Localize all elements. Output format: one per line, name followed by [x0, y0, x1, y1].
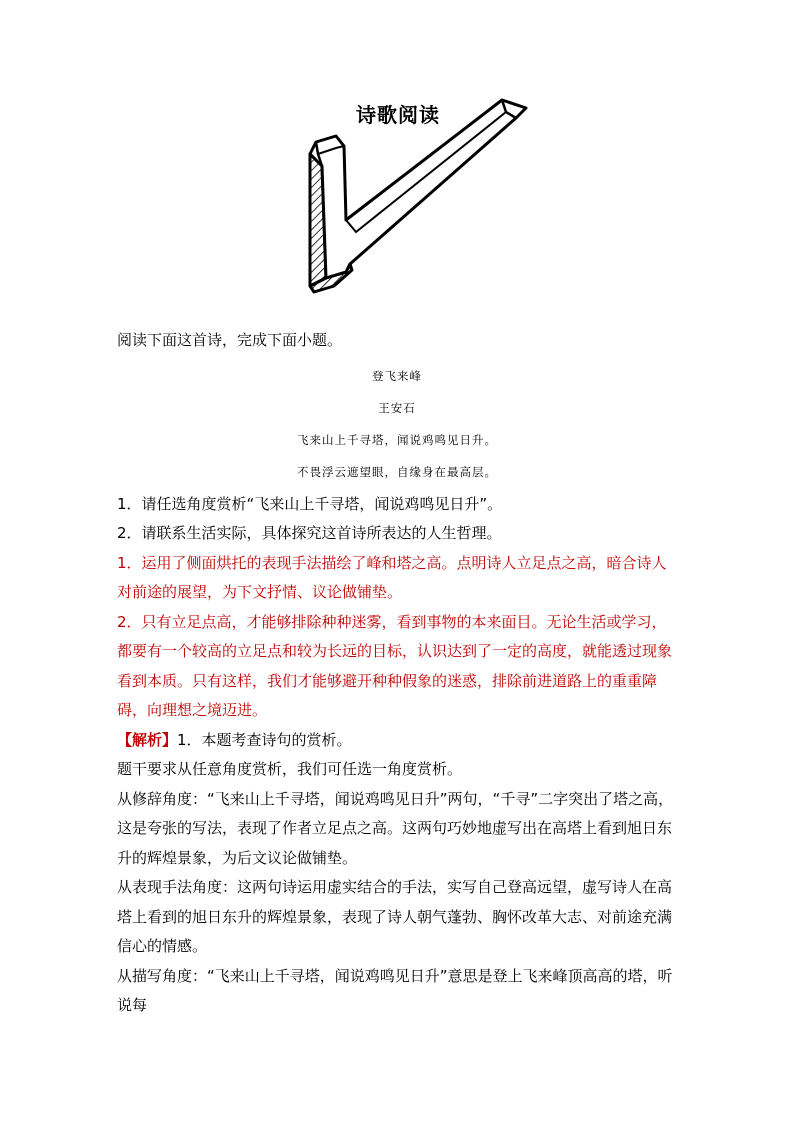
- instruction-text: 阅读下面这首诗，完成下面小题。: [117, 331, 343, 349]
- analysis-paragraph: 从描写角度：“飞来山上千寻塔，闻说鸡鸣见日升”意思是登上飞来峰顶高高的塔，听说每: [117, 966, 673, 1014]
- poem-title: 登飞来峰: [372, 368, 422, 383]
- analysis-paragraph: 从表现手法角度：这两句诗运用虚实结合的手法，实写自己登高远望，虚写诗人在高塔上看到的旭日东升的辉煌景象，表现了诗人朝气蓬勃、胸怀改革大志、对前途充满信心的情感。: [117, 878, 673, 955]
- poem: [117, 360, 677, 488]
- poem-author: 王安石: [378, 400, 416, 415]
- analysis-paragraph: 题干要求从任意角度赏析，我们可任选一角度赏析。: [117, 760, 463, 778]
- answer-1: 1．运用了侧面烘托的表现手法描绘了峰和塔之高。点明诗人立足点之高，暗合诗人对前途的展望，为下文抒情、议论做铺垫。: [117, 553, 667, 601]
- analysis-tag: 【解析】: [117, 730, 178, 749]
- question-1: 1．请任选角度赏析“飞来山上千寻塔，闻说鸡鸣见日升”。: [117, 494, 503, 513]
- analysis-heading: [117, 726, 677, 756]
- question-2: 2．请联系生活实际，具体探究这首诗所表达的人生哲理。: [117, 524, 502, 542]
- poem-line: 不畏浮云遮望眼，自缘身在最高层。: [297, 464, 497, 479]
- analysis-first-line: 1．本题考查诗句的赏析。: [177, 730, 352, 749]
- poem-line: 飞来山上千寻塔，闻说鸡鸣见日升。: [297, 432, 497, 447]
- page-title: 诗歌阅读: [356, 103, 440, 127]
- analysis-paragraph: 从修辞角度：“飞来山上千寻塔，闻说鸡鸣见日升”两句，“千寻”二字突出了塔之高，这是夸张的写法，表现了作者立足点之高。这两句巧妙地虚写出在高塔上看到旭日东升的辉煌景象，为后文议论做铺垫。: [117, 789, 674, 867]
- answer-2: 2．只有立足点高，才能够排除种种迷雾，看到事物的本来面目。无论生活或学习，都要有一个较高的立足点和较为长远的目标，认识达到了一定的高度，就能透过现象看到本质。只有这样，我们才能够避开种种假象的迷惑，排除前进道路上的重重障碍，向理想之境迈进。: [117, 612, 673, 719]
- document-body: [117, 326, 677, 1021]
